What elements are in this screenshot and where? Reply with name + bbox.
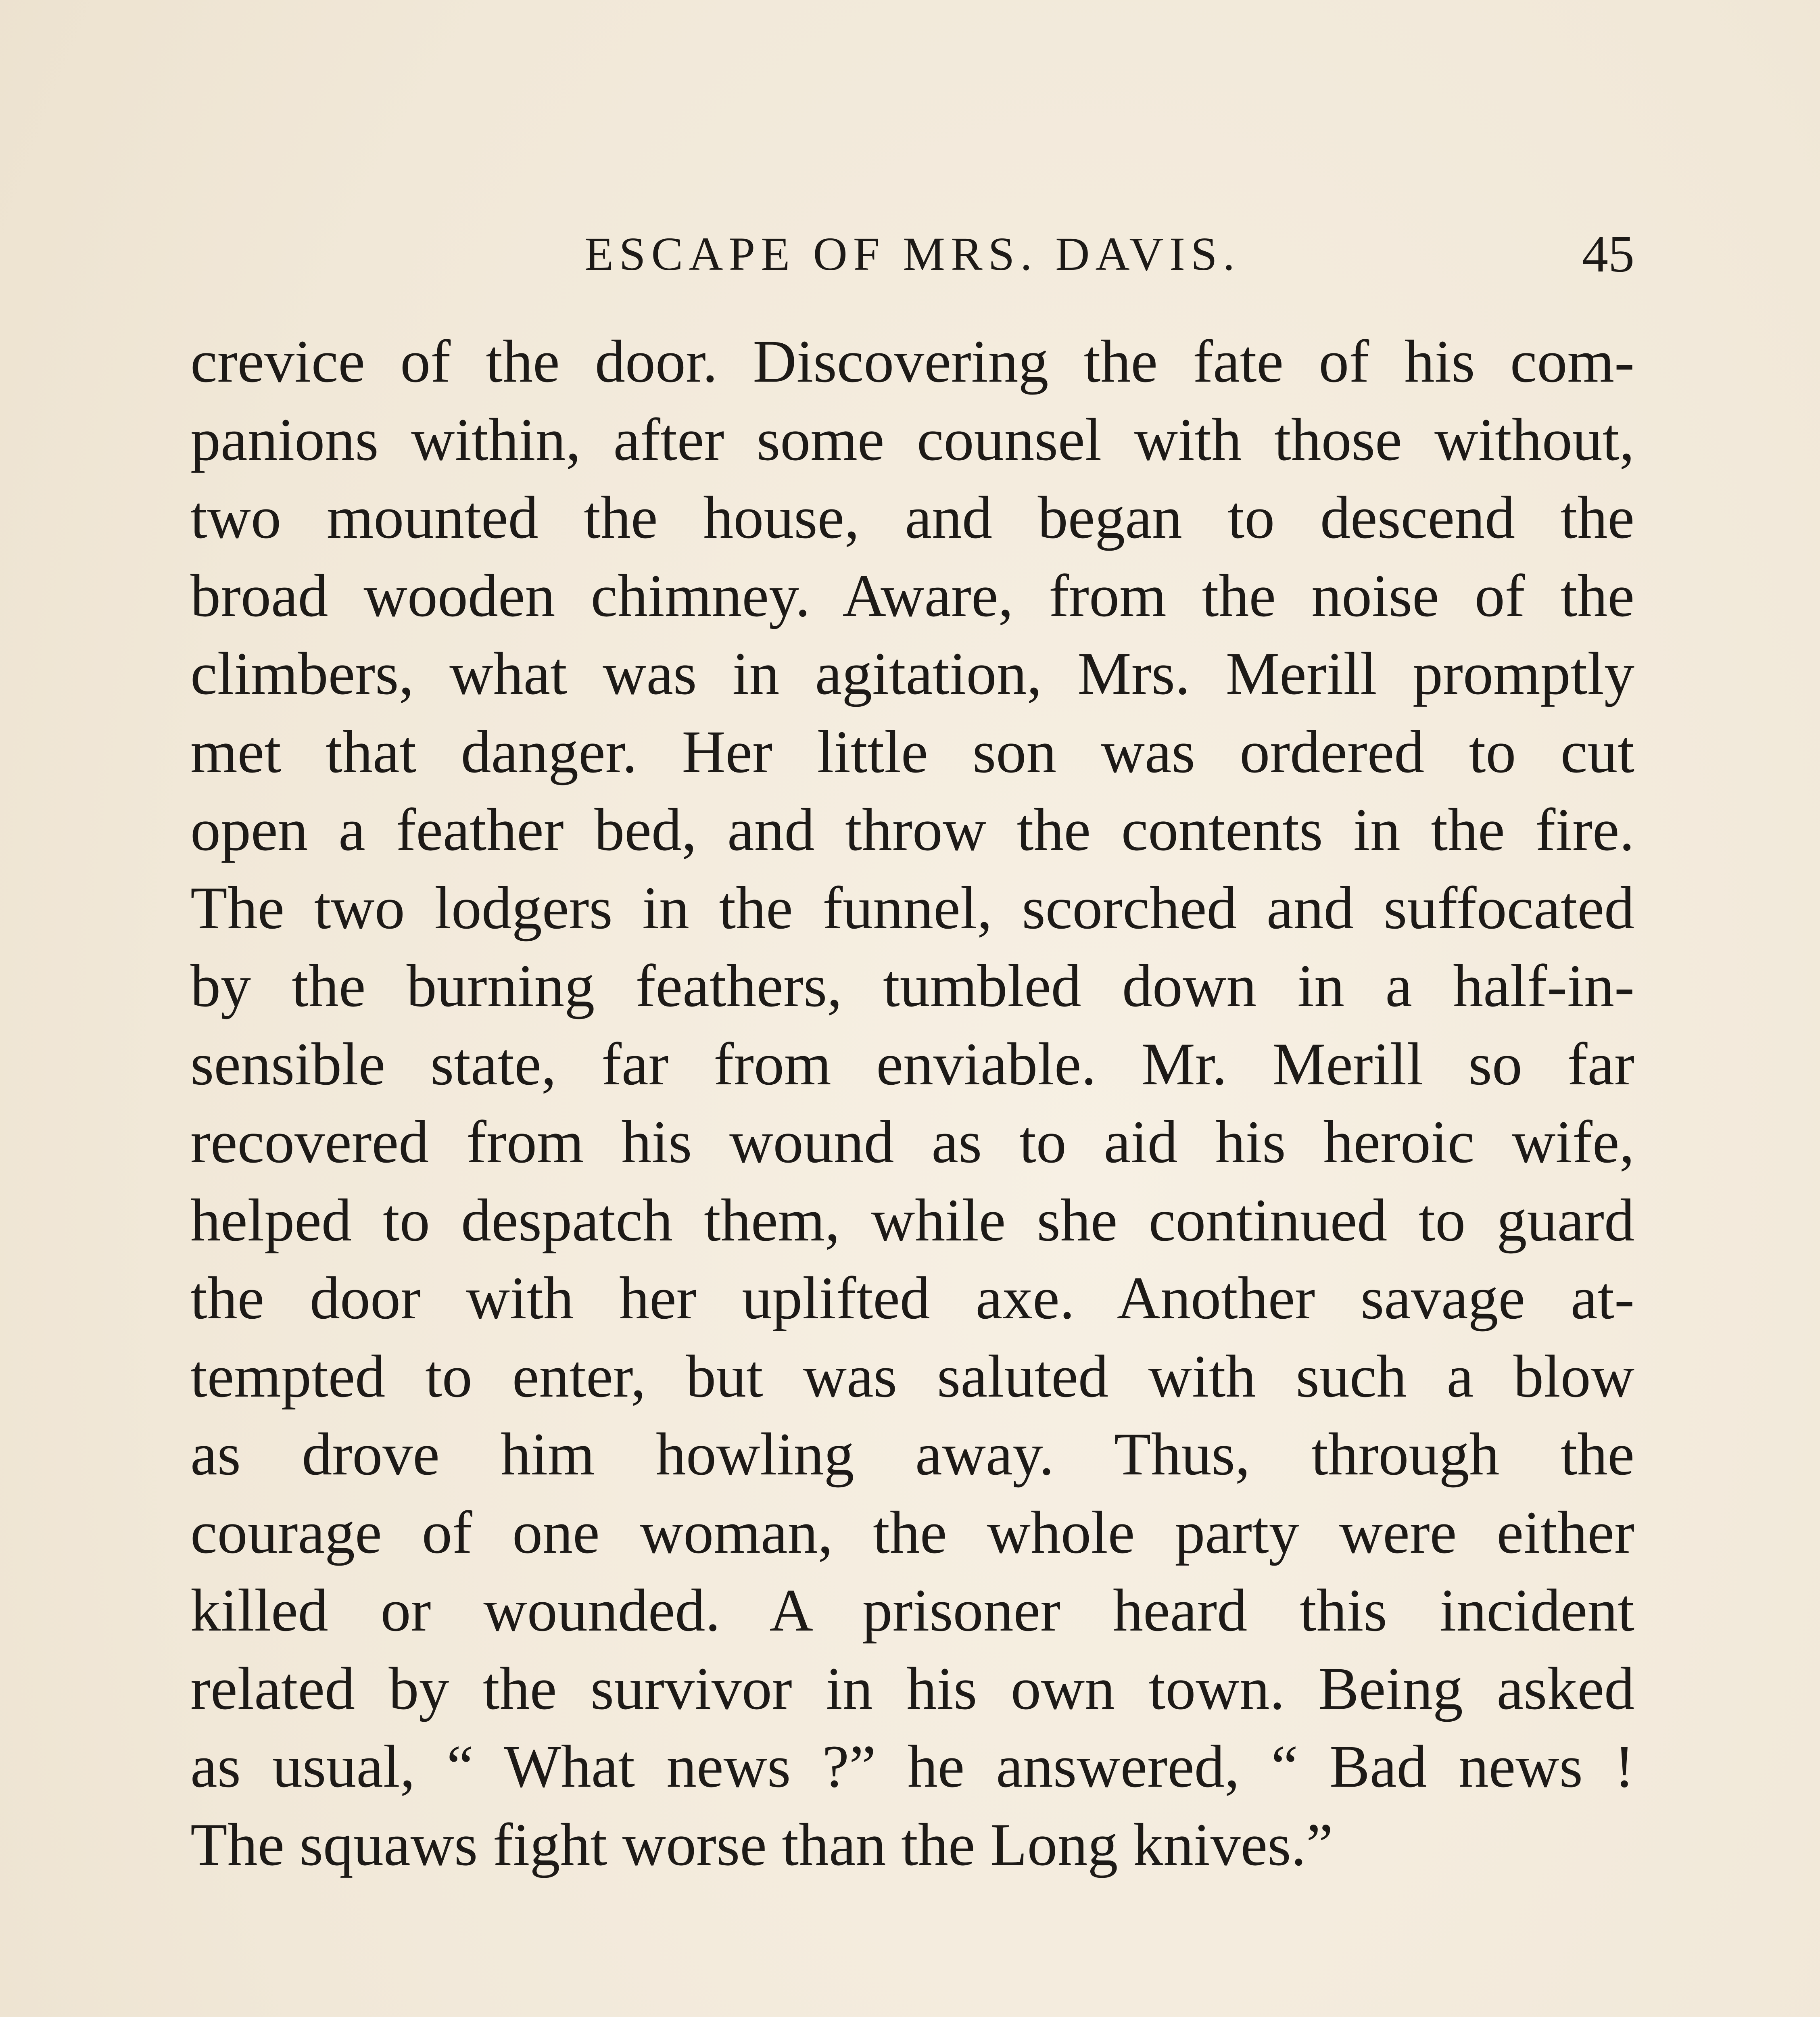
- text-line: courage of one woman, the whole party were either: [190, 1499, 1634, 1566]
- text-line: The two lodgers in the funnel, scorched and suffocated: [190, 874, 1634, 942]
- text-line: killed or wounded. A prisoner heard this incident: [190, 1577, 1634, 1644]
- text-line: broad wooden chimney. Aware, from the noise of the: [190, 562, 1634, 629]
- text-line: sensible state, far from enviable. Mr. Merill so far: [190, 1030, 1634, 1098]
- text-line: the door with her uplifted axe. Another savage at-: [190, 1265, 1634, 1332]
- text-line: open a feather bed, and throw the contents in the fire.: [190, 796, 1634, 863]
- paragraph-merill-defense: [190, 323, 1634, 1884]
- text-line: as usual, “ What news ?” he answered, “ Bad news !: [190, 1733, 1634, 1800]
- text-line: crevice of the door. Discovering the fate of his com-: [190, 328, 1634, 395]
- text-line: The squaws fight worse than the Long knives.”: [190, 1811, 1333, 1878]
- text-line: helped to despatch them, while she continued to guard: [190, 1186, 1634, 1254]
- text-line: by the burning feathers, tumbled down in a half-in-: [190, 952, 1634, 1019]
- page-number: 45: [1582, 225, 1634, 283]
- text-line: recovered from his wound as to aid his heroic wife,: [190, 1109, 1634, 1176]
- text-line: climbers, what was in agitation, Mrs. Merill promptly: [190, 640, 1634, 707]
- text-line: two mounted the house, and began to descend the: [190, 484, 1634, 551]
- text-line: as drove him howling away. Thus, through the: [190, 1421, 1634, 1488]
- text-line: tempted to enter, but was saluted with such a blow: [190, 1343, 1634, 1410]
- running-head: [190, 220, 1634, 288]
- running-title: ESCAPE OF MRS. DAVIS.: [584, 228, 1241, 280]
- text-line: related by the survivor in his own town. Being asked: [190, 1655, 1634, 1722]
- text-line: panions within, after some counsel with those without,: [190, 406, 1634, 473]
- text-line: met that danger. Her little son was ordered to cut: [190, 718, 1634, 785]
